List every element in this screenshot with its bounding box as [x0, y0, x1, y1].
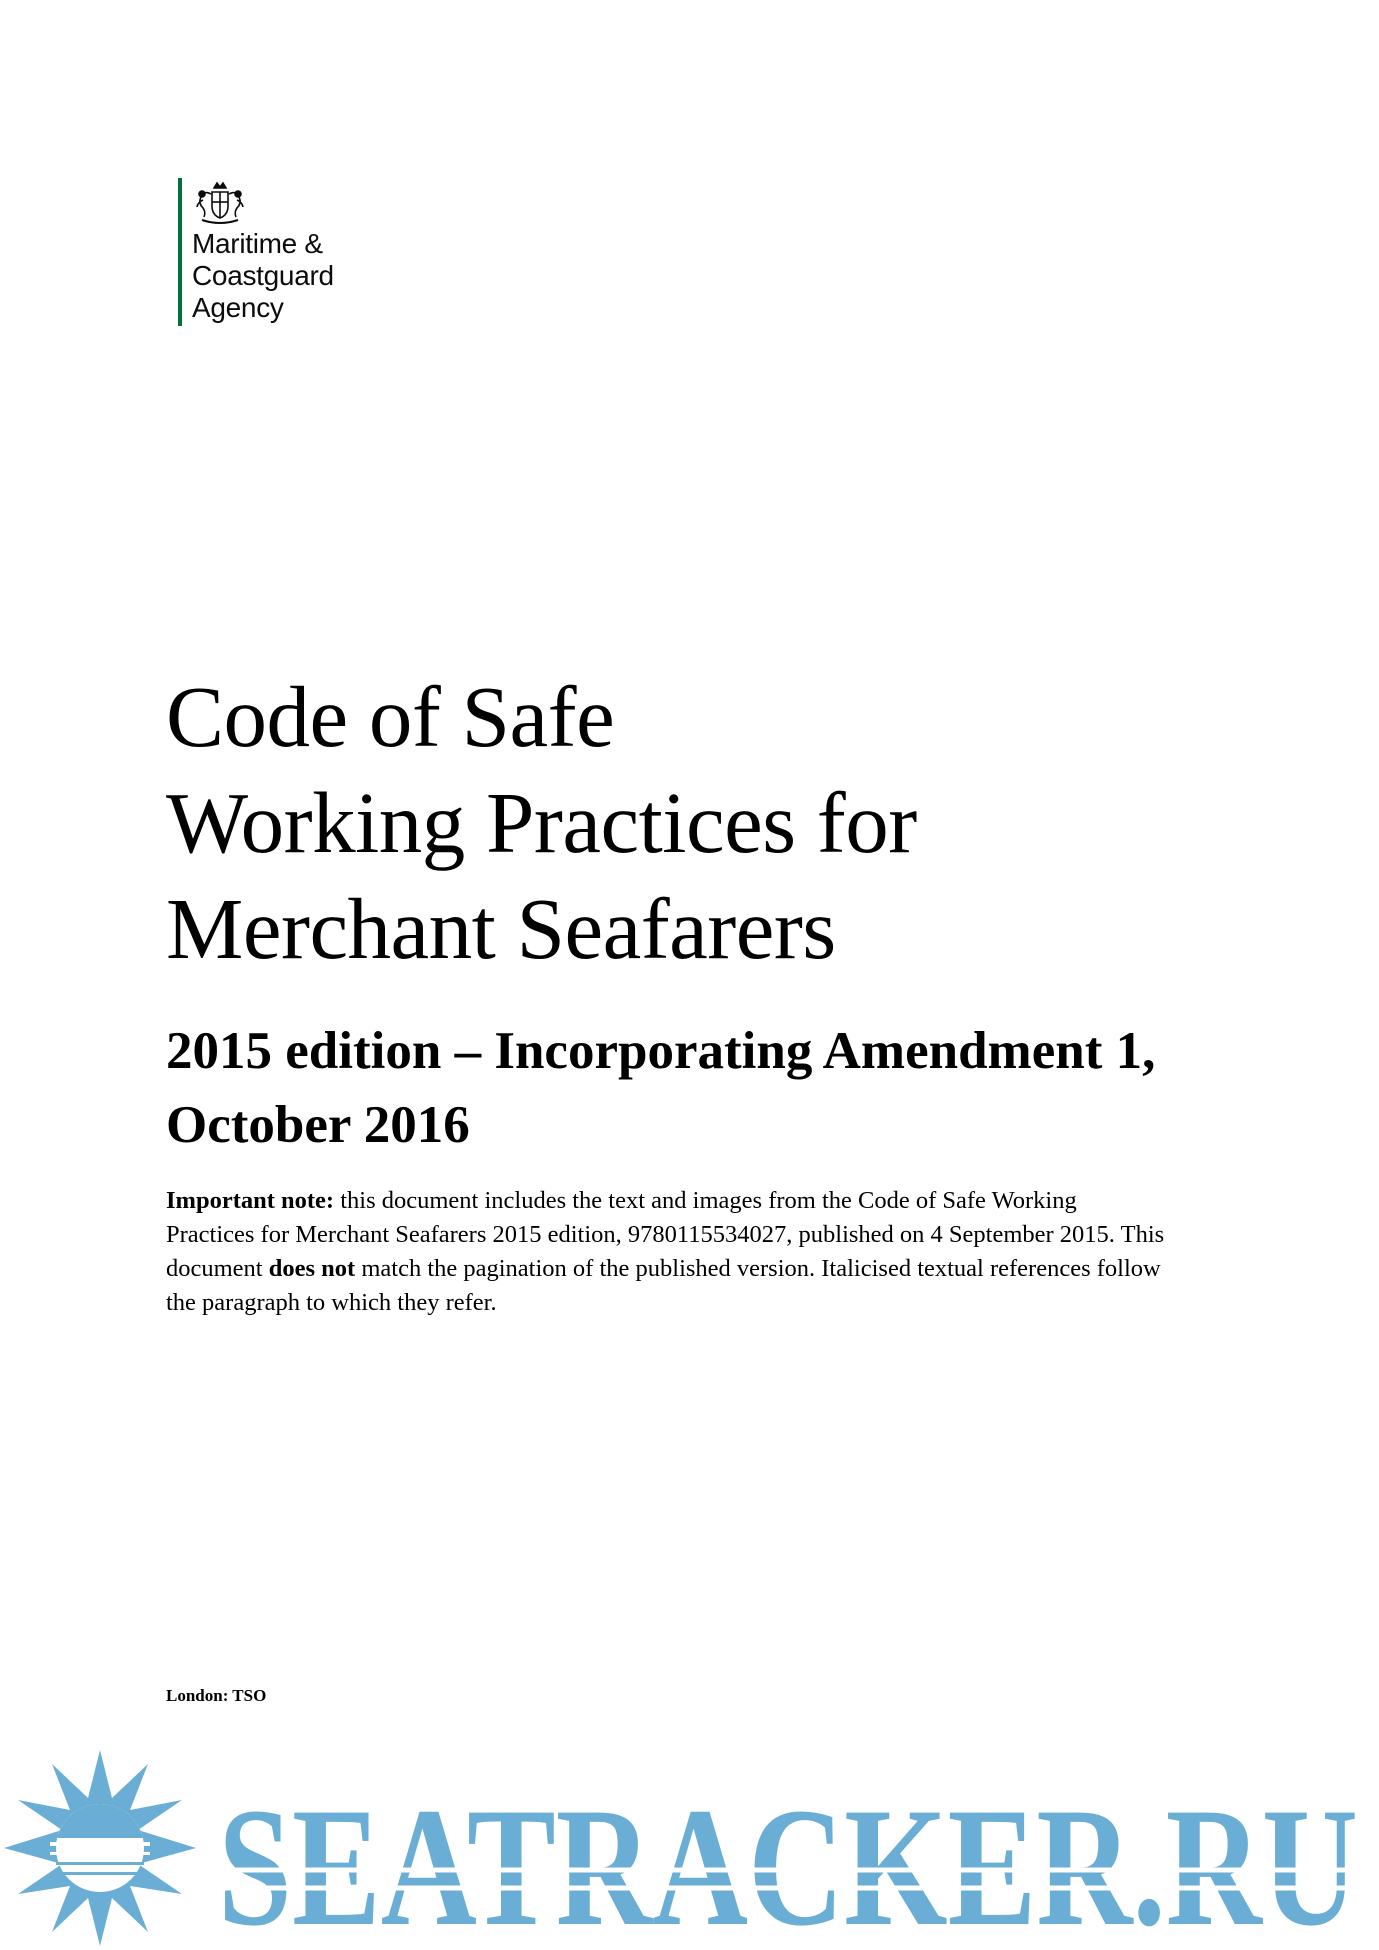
agency-name-line: Agency	[192, 292, 284, 323]
title-line: Merchant Seafarers	[166, 880, 836, 977]
royal-coat-of-arms-icon	[192, 180, 248, 226]
logo-green-bar	[178, 178, 182, 326]
note-line	[166, 1184, 1226, 1218]
subtitle-line: 2015 edition – Incorporating Amendment 1,	[166, 1022, 1156, 1080]
sun-burst-icon	[4, 1750, 196, 1946]
title-line: Working Practices for	[166, 774, 917, 871]
title-line: Code of Safe	[166, 668, 615, 765]
watermark-banner	[0, 1738, 1379, 1950]
agency-name-line: Coastguard	[192, 260, 334, 291]
note-line: Practices for Merchant Seafarers 2015 edition, 9780115534027, published on 4 September 2015. This	[166, 1221, 1165, 1248]
agency-name-line: Maritime &	[192, 228, 323, 259]
subtitle-line: October 2016	[166, 1096, 470, 1154]
note-text: document	[166, 1255, 269, 1282]
note-emphasis: does not	[268, 1255, 356, 1282]
publisher: London: TSO	[166, 1686, 267, 1705]
important-note	[166, 1184, 1226, 1320]
note-text: this document includes the text and images from the Code of Safe Working	[334, 1187, 1077, 1214]
agency-name	[192, 228, 452, 324]
watermark-text: SEATRACKER.RU	[218, 1773, 1358, 1950]
note-text: match the pagination of the published version. Italicised textual references follow	[355, 1255, 1161, 1282]
note-line	[166, 1252, 1226, 1286]
document-subtitle	[166, 1014, 1316, 1162]
note-label: Important note:	[166, 1187, 335, 1214]
document-title	[166, 664, 917, 982]
note-line: the paragraph to which they refer.	[166, 1289, 497, 1316]
